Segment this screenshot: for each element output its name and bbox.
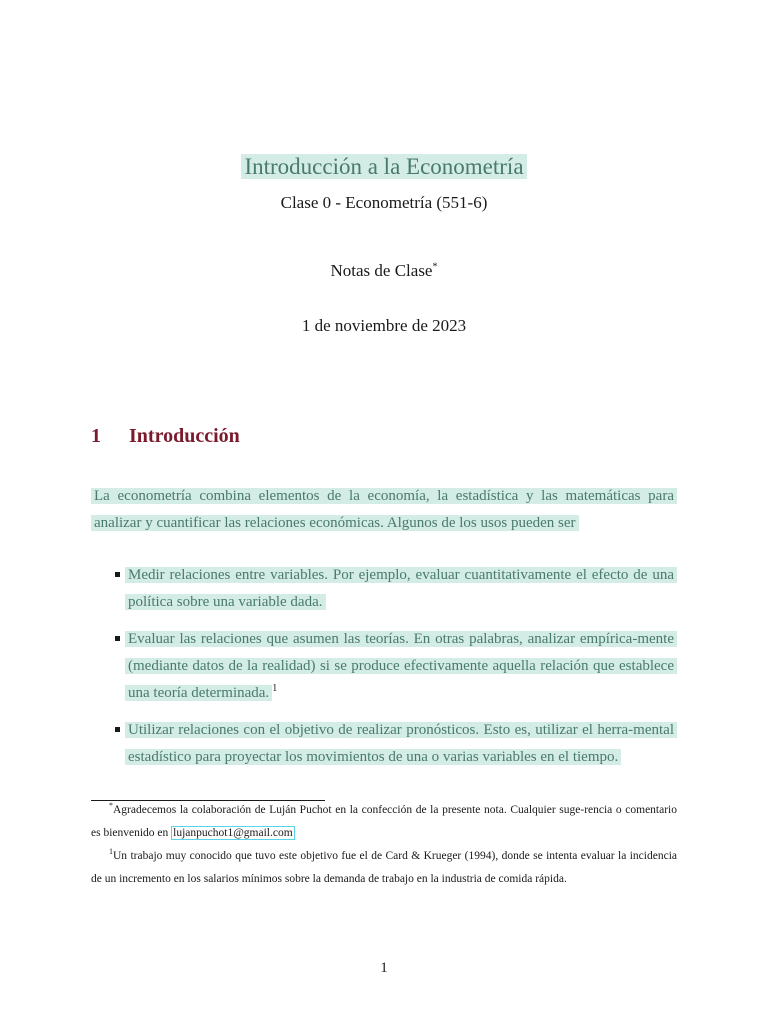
document-author	[0, 261, 768, 281]
footnote-mark: *	[109, 801, 113, 811]
list-item	[91, 717, 677, 771]
section-title: Introducción	[129, 425, 240, 447]
footnote-text: Agradecemos la colaboración de Luján Puchot en la confección de la presente nota. Cualquier suge-rencia o comentario es bienvenido en	[91, 804, 677, 839]
document-subtitle: Clase 0 - Econometría (551-6)	[280, 193, 488, 212]
section-heading	[91, 425, 240, 448]
email-link[interactable]: lujanpuchot1@gmail.com	[173, 827, 293, 839]
list-item-text: Evaluar las relaciones que asumen las teorías. En otras palabras, analizar empírica-mente (mediante datos de la realidad) si se produce efectivamente aquella relación que establece una teoría determinada.	[125, 631, 677, 701]
footnote-mark: 1	[109, 847, 113, 857]
intro-paragraph-text: La econometría combina elementos de la economía, la estadística y las matemáticas para analizar y cuantificar las relaciones económicas. Algunos de los usos pueden ser	[91, 488, 677, 531]
document-title	[0, 154, 768, 180]
bullet-square-icon	[115, 572, 120, 577]
list-item	[91, 562, 677, 616]
title-text: Introducción a la Econometría	[241, 154, 526, 179]
document-date: 1 de noviembre de 2023	[301, 316, 467, 335]
intro-paragraph	[91, 483, 677, 537]
footnotes	[91, 799, 677, 891]
bullet-square-icon	[115, 636, 120, 641]
uses-list	[91, 562, 677, 781]
footnote-acknowledgement	[91, 799, 677, 845]
footnote-card-krueger	[91, 845, 677, 891]
list-item-text: Medir relaciones entre variables. Por ejemplo, evaluar cuantitativamente el efecto de una política sobre una variable dada.	[125, 567, 677, 610]
author-text: Notas de Clase	[330, 261, 433, 280]
page-number: 1	[380, 960, 388, 976]
footnote-text: Un trabajo muy conocido que tuvo este objetivo fue el de Card & Krueger (1994), donde se intenta evaluar la incidencia de un incremento en los salarios mínimos sobre la demanda de trabajo en la industria de comida rápida.	[91, 850, 677, 885]
list-item	[91, 626, 677, 707]
author-footnote-mark[interactable]: *	[432, 261, 438, 273]
footnote-ref-1[interactable]: 1	[272, 683, 278, 694]
bullet-square-icon	[115, 727, 120, 732]
list-item-text: Utilizar relaciones con el objetivo de realizar pronósticos. Esto es, utilizar el herra-mental estadístico para proyectar los movimientos de una o varias variables en el tiempo.	[125, 722, 677, 765]
section-number: 1	[91, 425, 101, 447]
